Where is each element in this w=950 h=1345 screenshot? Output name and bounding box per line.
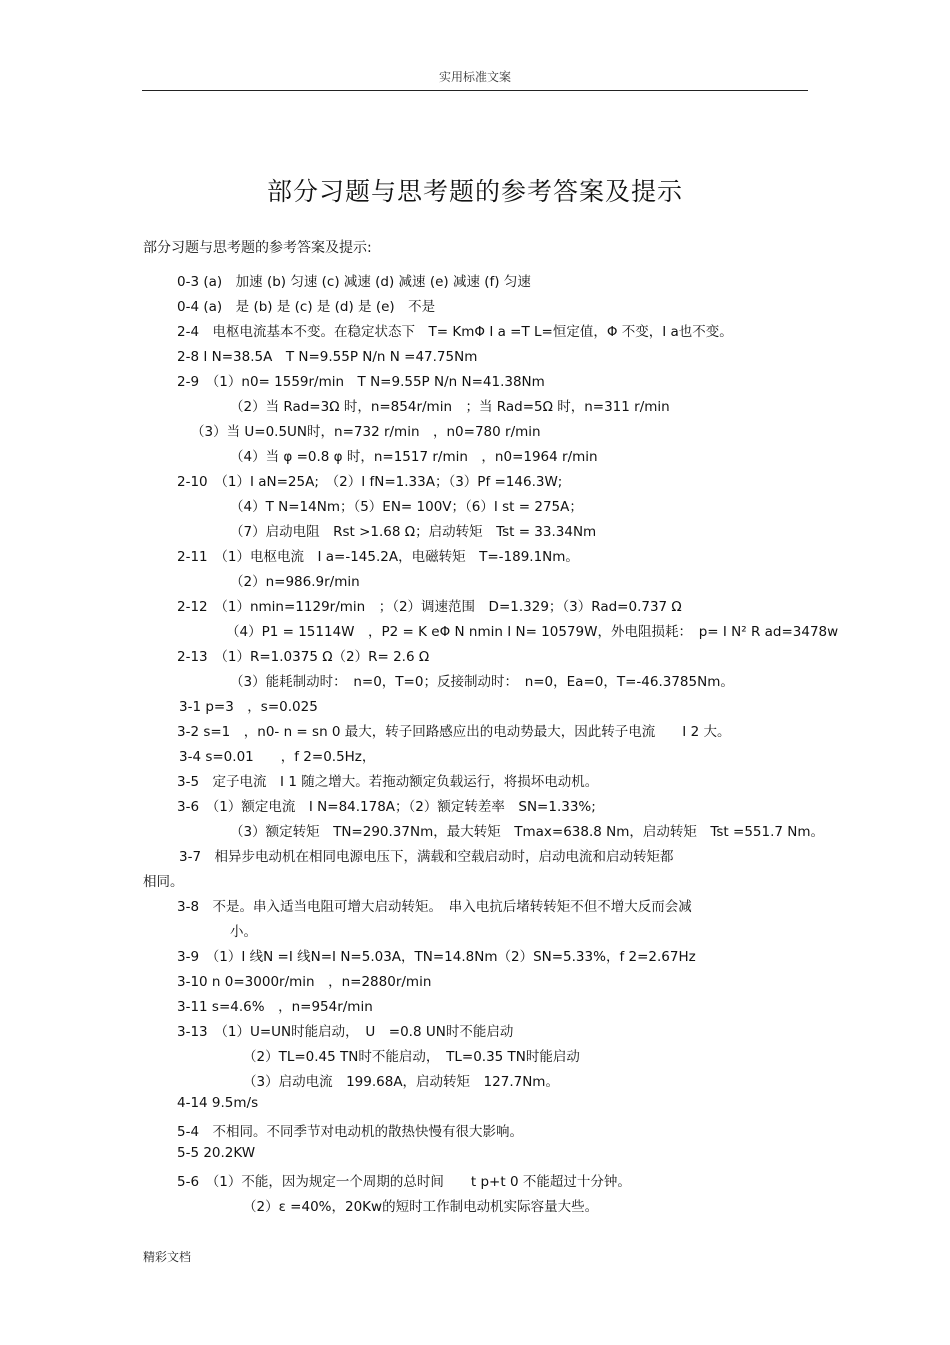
answer-line: （2）当 Rad=3Ω 时，n=854r/min ；当 Rad=5Ω 时，n=311 r/min: [230, 399, 670, 415]
answer-line: （3）当 U=0.5UN时，n=732 r/min ，n0=780 r/min: [191, 424, 541, 440]
answer-line: 3-4 s=0.01 ，f 2=0.5Hz，: [179, 749, 376, 765]
answer-line: 3-13 （1）U=UN时能启动， U =0.8 UN时不能启动: [177, 1024, 514, 1040]
answer-line: 3-8 不是。串入适当电阻可增大启动转矩。 串入电抗后堵转转矩不但不增大反而会减: [177, 899, 692, 915]
answer-line: （4）P1 = 15114W ，P2 = K eΦ N nmin I N= 10579W，外电阻损耗： p= I N² R ad=3478w: [226, 624, 839, 640]
page-header: 实用标准文案: [438, 70, 511, 84]
answer-line: 0-4 (a) 是 (b) 是 (c) 是 (d) 是 (e) 不是: [177, 299, 436, 315]
answer-line: （7）启动电阻 Rst >1.68 Ω；启动转矩 Tst = 33.34Nm: [230, 524, 597, 540]
answer-line: 2-11 （1）电枢电流 I a=-145.2A，电磁转矩 T=-189.1Nm。: [177, 549, 579, 565]
answer-line: 3-7 相异步电动机在相同电源电压下，满载和空载启动时，启动电流和启动转矩都: [179, 849, 674, 865]
document-title: 部分习题与思考题的参考答案及提示: [266, 177, 683, 206]
answer-line: （4）当 φ =0.8 φ 时，n=1517 r/min ，n0=1964 r/min: [230, 449, 598, 465]
answer-line: 3-6 （1）额定电流 I N=84.178A；（2）额定转差率 SN=1.33%;: [177, 799, 596, 815]
answer-line: （2）n=986.9r/min: [230, 574, 360, 590]
answer-line: 相同。: [143, 874, 184, 890]
answer-line: 5-4 不相同。不同季节对电动机的散热快慢有很大影响。: [177, 1124, 524, 1140]
answer-line: 2-13 （1）R=1.0375 Ω（2）R= 2.6 Ω: [177, 649, 430, 665]
answer-line: 2-9 （1）n0= 1559r/min T N=9.55P N/n N=41.38Nm: [177, 374, 545, 390]
header-divider: [142, 90, 808, 91]
answer-line: （3）启动电流 199.68A，启动转矩 127.7Nm。: [243, 1074, 559, 1090]
answer-line: 3-2 s=1 ，n0- n = sn 0 最大，转子回路感应出的电动势最大，因此转子电流 I 2 大。: [177, 724, 731, 740]
answer-line: （3）额定转矩 TN=290.37Nm，最大转矩 Tmax=638.8 Nm，启动转矩 Tst =551.7 Nm。: [230, 824, 825, 840]
answer-line: 5-5 20.2KW: [177, 1145, 256, 1161]
answer-line: （3）能耗制动时： n=0，T=0；反接制动时： n=0，Ea=0，T=-46.3785Nm。: [230, 674, 734, 690]
answer-line: 2-8 I N=38.5A T N=9.55P N/n N =47.75Nm: [177, 349, 478, 365]
answer-line: 3-11 s=4.6% ，n=954r/min: [177, 999, 373, 1015]
answer-line: （2）ε =40%，20Kw的短时工作制电动机实际容量大些。: [243, 1199, 599, 1215]
answer-line: 3-9 （1）I 线N =I 线N=I N=5.03A，TN=14.8Nm（2）SN=5.33%，f 2=2.67Hz: [177, 949, 696, 965]
answer-line: 4-14 9.5m/s: [177, 1095, 259, 1111]
answer-line: 3-5 定子电流 I 1 随之增大。若拖动额定负载运行，将损坏电动机。: [177, 774, 599, 790]
answer-line: 5-6 （1）不能，因为规定一个周期的总时间 t p+t 0 不能超过十分钟。: [177, 1174, 631, 1190]
answer-line: 小。: [230, 924, 257, 940]
page-footer: 精彩文档: [143, 1250, 192, 1264]
answer-line: 3-10 n 0=3000r/min ，n=2880r/min: [177, 974, 432, 990]
answer-line: 2-10 （1）I aN=25A; （2）I fN=1.33A；（3）Pf =146.3W;: [177, 474, 563, 490]
answer-line: 2-12 （1）nmin=1129r/min ；（2）调速范围 D=1.329；（3）Rad=0.737 Ω: [177, 599, 682, 615]
answer-line: 0-3 (a) 加速 (b) 匀速 (c) 减速 (d) 减速 (e) 减速 (f) 匀速: [177, 274, 531, 290]
answer-line: （2）TL=0.45 TN时不能启动， TL=0.35 TN时能启动: [243, 1049, 580, 1065]
answer-line: 3-1 p=3 ，s=0.025: [179, 699, 318, 715]
document-subtitle: 部分习题与思考题的参考答案及提示:: [143, 240, 372, 256]
answer-line: （4）T N=14Nm；（5）EN= 100V；（6）I st = 275A；: [230, 499, 583, 515]
answer-line: 2-4 电枢电流基本不变。在稳定状态下 T= KmΦ I a =T L=恒定值，Φ 不变，I a也不变。: [177, 324, 733, 340]
